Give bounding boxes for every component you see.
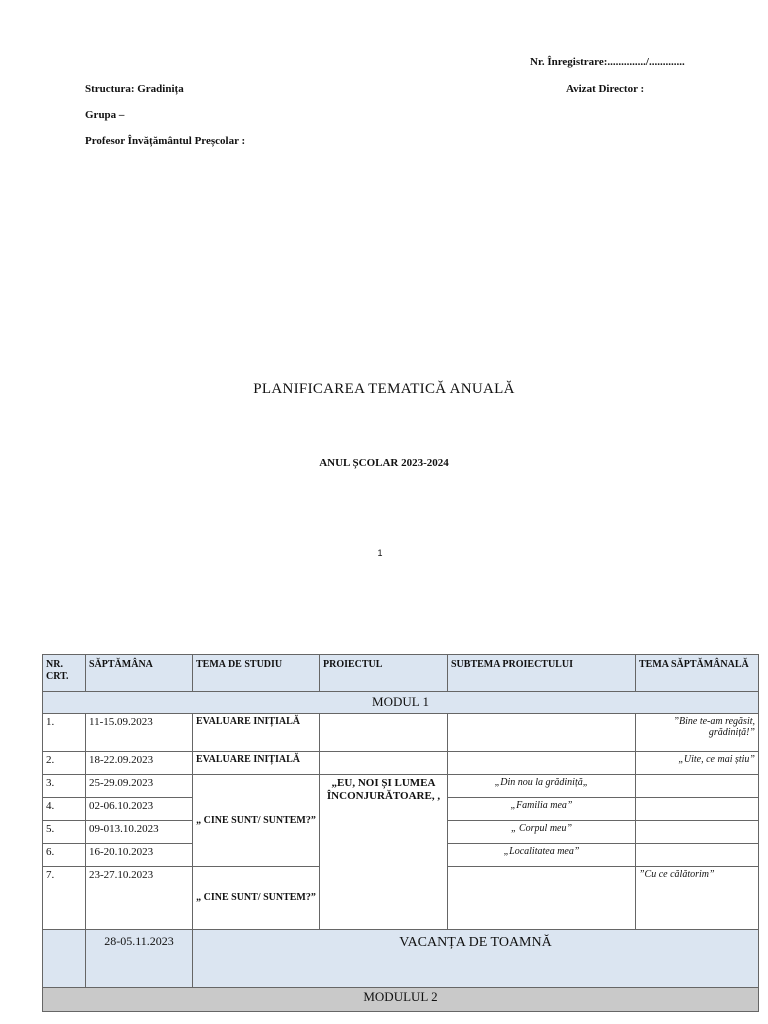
vacation-row	[43, 929, 759, 987]
row-subtheme: „Din nou la grădiniță„	[448, 774, 636, 797]
row-subtheme	[448, 866, 636, 929]
row-week: 16-20.10.2023	[86, 843, 193, 866]
col-header-theme: TEMA DE STUDIU	[193, 655, 320, 692]
merged-project-cell: „EU, NOI ȘI LUMEA ÎNCONJURĂTOARE, ,	[320, 774, 448, 929]
row-project	[320, 751, 448, 774]
row-theme: EVALUARE INIȚIALĂ	[193, 751, 320, 774]
registration-number: Nr. Înregistrare:............../.............	[530, 56, 685, 68]
module-2-label: MODULUL 2	[43, 987, 759, 1011]
group-label: Grupa –	[85, 109, 125, 121]
module-row	[43, 987, 759, 1011]
table-row	[43, 713, 759, 751]
row-nr: 3.	[43, 774, 86, 797]
row-week: 11-15.09.2023	[86, 713, 193, 751]
row-project	[320, 713, 448, 751]
row-week: 02-06.10.2023	[86, 797, 193, 820]
col-header-weekly-theme: TEMA SĂPTĂMÂNALĂ	[636, 655, 759, 692]
table-row	[43, 774, 759, 797]
col-header-project: PROIECTUL	[320, 655, 448, 692]
vacation-week: 28-05.11.2023	[86, 929, 193, 987]
vacation-label: VACANȚA DE TOAMNĂ	[193, 929, 759, 987]
vacation-nr	[43, 929, 86, 987]
row-weekly-theme	[636, 797, 759, 820]
col-header-week: SĂPTĂMÂNA	[86, 655, 193, 692]
row-weekly-theme: ”Bine te-am regăsit, grădiniță!”	[636, 713, 759, 751]
row-nr: 4.	[43, 797, 86, 820]
row-nr: 1.	[43, 713, 86, 751]
row-nr: 7.	[43, 866, 86, 929]
table-header-row	[43, 655, 759, 692]
row-subtheme: „Localitatea mea”	[448, 843, 636, 866]
col-header-subtheme: SUBTEMA PROIECTULUI	[448, 655, 636, 692]
row-week: 18-22.09.2023	[86, 751, 193, 774]
row-theme: EVALUARE INIȚIALĂ	[193, 713, 320, 751]
col-header-nr: NR. CRT.	[43, 655, 86, 692]
page-number: 1	[377, 548, 383, 558]
merged-theme-cell: „ CINE SUNT/ SUNTEM?”	[193, 774, 320, 866]
school-year: ANUL ȘCOLAR 2023-2024	[319, 457, 449, 469]
table-row	[43, 751, 759, 774]
row-nr: 5.	[43, 820, 86, 843]
row-weekly-theme: „Uite, ce mai știu”	[636, 751, 759, 774]
director-approval-label: Avizat Director :	[566, 83, 645, 95]
row-nr: 6.	[43, 843, 86, 866]
row-nr: 2.	[43, 751, 86, 774]
teacher-label: Profesor Învățământul Preșcolar :	[85, 135, 246, 147]
row-weekly-theme	[636, 820, 759, 843]
row-subtheme: „Familia mea”	[448, 797, 636, 820]
row-theme: „ CINE SUNT/ SUNTEM?”	[193, 866, 320, 929]
row-week: 09-013.10.2023	[86, 820, 193, 843]
row-weekly-theme: ”Cu ce călătorim”	[636, 866, 759, 929]
row-weekly-theme	[636, 774, 759, 797]
row-subtheme	[448, 751, 636, 774]
planning-table	[42, 654, 759, 1012]
row-weekly-theme	[636, 843, 759, 866]
module-row	[43, 692, 759, 714]
row-subtheme	[448, 713, 636, 751]
module-1-label: MODUL 1	[43, 692, 759, 714]
document-title: PLANIFICAREA TEMATICĂ ANUALĂ	[253, 381, 515, 397]
row-subtheme: „ Corpul meu”	[448, 820, 636, 843]
structure-label: Structura: Gradinița	[85, 83, 184, 95]
row-week: 23-27.10.2023	[86, 866, 193, 929]
row-week: 25-29.09.2023	[86, 774, 193, 797]
